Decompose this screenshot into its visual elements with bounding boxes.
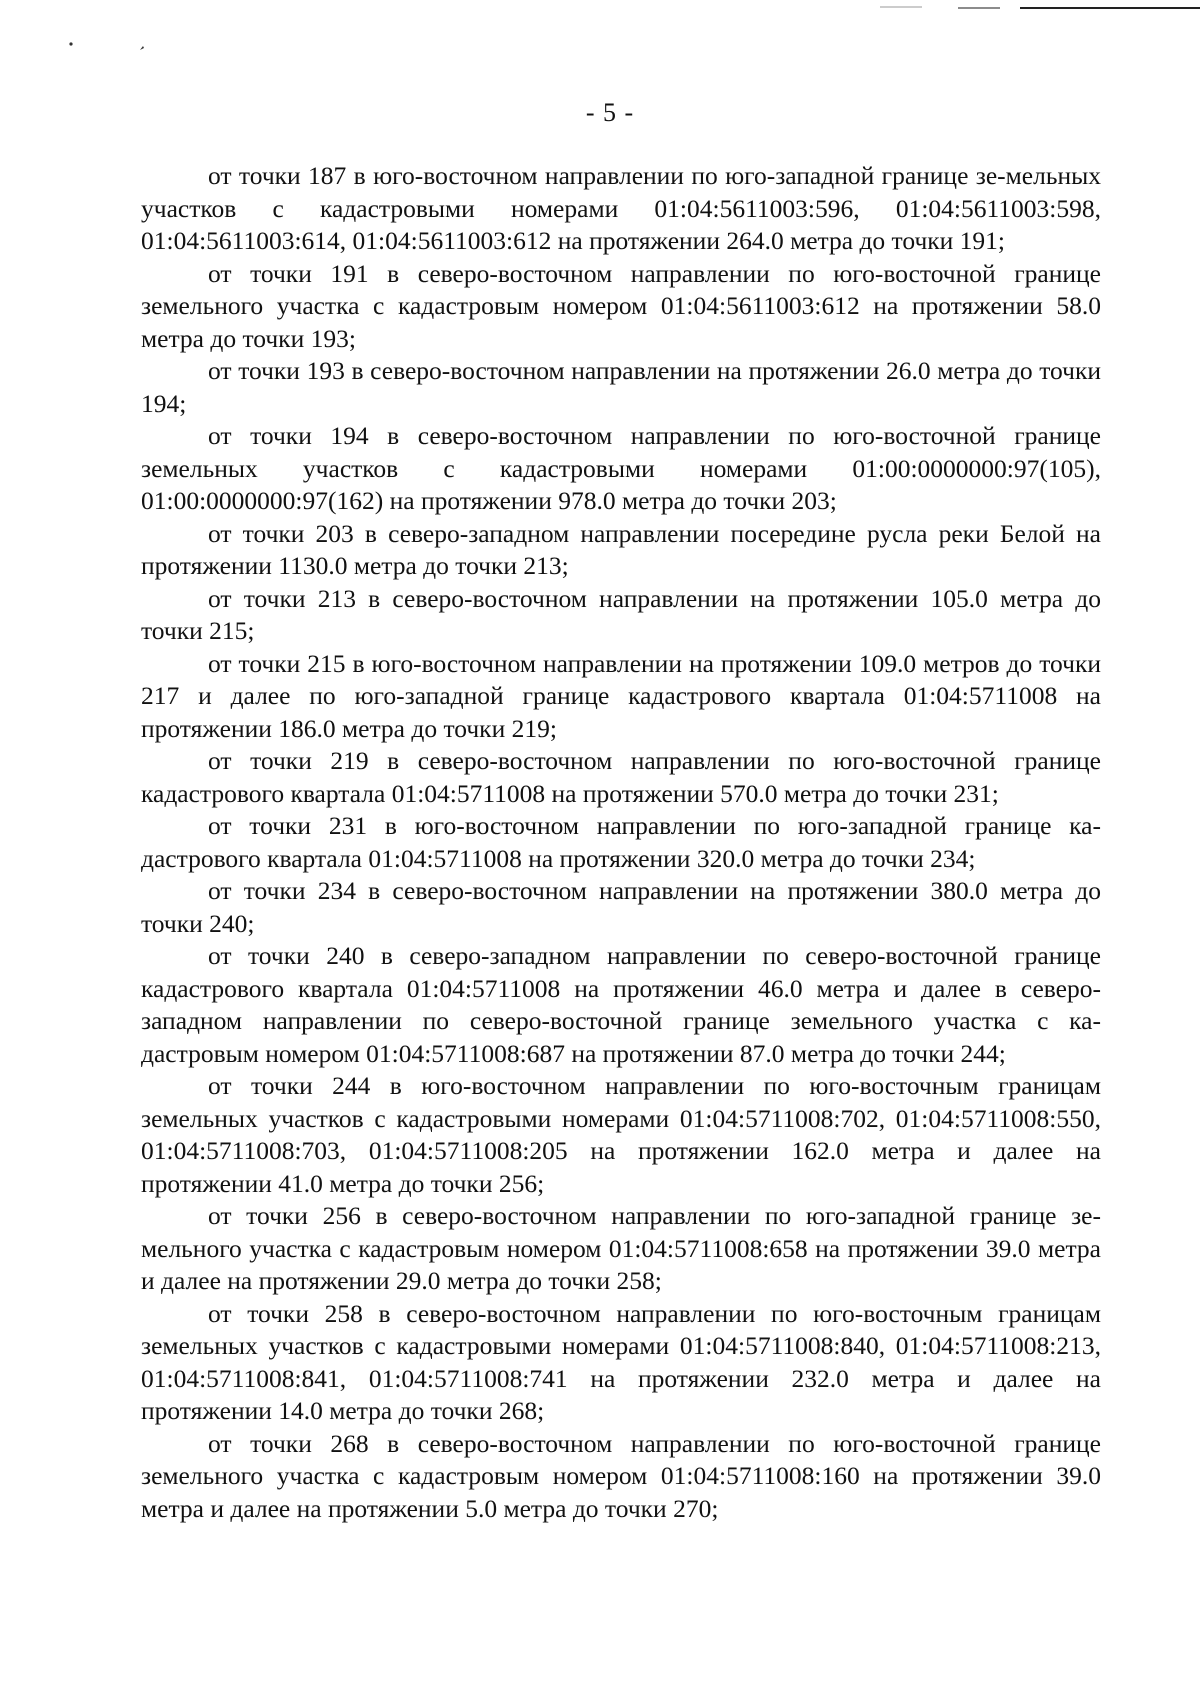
page-number: - 5 - [585, 98, 635, 127]
boundary-paragraph: от точки 215 в юго-восточном направлении на протяжении 109.0 метров до точки 217 и далее по юго-западной границе кадастрового квартала 01:04:5711008 на протяжении 186.0 метра до точки 219; [141, 648, 1101, 743]
boundary-paragraph: от точки 193 в северо-восточном направлении на протяжении 26.0 метра до точки 194; [141, 356, 1101, 418]
boundary-paragraph: от точки 234 в северо-восточном направлении на протяжении 380.0 метра до точки 240; [141, 876, 1101, 938]
boundary-paragraph: от точки 187 в юго-восточном направлении по юго-западной границе зе-мельных участков с кадастровыми номерами 01:04:5611003:596, 01:04:5611003:598, 01:04:5611003:614, 01:04:5611003:612 на протяжении 264.0 метра до точки 191; [141, 161, 1101, 255]
scan-speck [69, 42, 72, 45]
scan-artifacts [0, 0, 1200, 60]
boundary-paragraph: от точки 244 в юго-восточном направлении по юго-восточным границам земельных участков с кадастровыми номерами 01:04:5711008:702, 01:04:5711008:550, 01:04:5711008:703, 01:04:5711008:205 на протяжении 162.0 метра и далее на протяжении 41.0 метра до точки 256; [141, 1071, 1101, 1198]
boundary-paragraph: от точки 256 в северо-восточном направлении по юго-западной границе зе-мельного участка с кадастровым номером 01:04:5711008:658 на протяжении 39.0 метра и далее на протяжении 29.0 метра до точки 258; [141, 1201, 1101, 1295]
boundary-paragraph: от точки 231 в юго-восточном направлении по юго-западной границе ка-дастрового квартала 01:04:5711008 на протяжении 320.0 метра до точки 234; [141, 811, 1101, 873]
boundary-paragraph: от точки 194 в северо-восточном направлении по юго-восточной границе земельных участков с кадастровыми номерами 01:00:0000000:97(105), 01:00:0000000:97(162) на протяжении 978.0 метра до точки 203; [141, 421, 1101, 515]
scan-speck [140, 46, 144, 50]
boundary-paragraph: от точки 258 в северо-восточном направлении по юго-восточным границам земельных участков с кадастровыми номерами 01:04:5711008:840, 01:04:5711008:213, 01:04:5711008:841, 01:04:5711008:741 на протяжении 232.0 метра и далее на протяжении 14.0 метра до точки 268; [141, 1298, 1101, 1425]
boundary-paragraph: от точки 219 в северо-восточном направлении по юго-восточной границе кадастрового квартала 01:04:5711008 на протяжении 570.0 метра до точки 231; [141, 746, 1101, 808]
document-body [141, 160, 1101, 1525]
boundary-paragraph: от точки 191 в северо-восточном направлении по юго-восточной границе земельного участка с кадастровым номером 01:04:5611003:612 на протяжении 58.0 метра до точки 193; [141, 258, 1101, 353]
boundary-paragraph: от точки 268 в северо-восточном направлении по юго-восточной границе земельного участка с кадастровым номером 01:04:5711008:160 на протяжении 39.0 метра и далее на протяжении 5.0 метра до точки 270; [141, 1428, 1101, 1523]
boundary-paragraph: от точки 240 в северо-западном направлении по северо-восточной границе кадастрового квартала 01:04:5711008 на протяжении 46.0 метра и далее в северо-западном направлении по северо-восточной границе земельного участка с ка-дастровым номером 01:04:5711008:687 на протяжении 87.0 метра до точки 244; [141, 941, 1101, 1068]
boundary-paragraph: от точки 203 в северо-западном направлении посередине русла реки Белой на протяжении 1130.0 метра до точки 213; [141, 518, 1101, 580]
boundary-paragraph: от точки 213 в северо-восточном направлении на протяжении 105.0 метра до точки 215; [141, 583, 1101, 645]
